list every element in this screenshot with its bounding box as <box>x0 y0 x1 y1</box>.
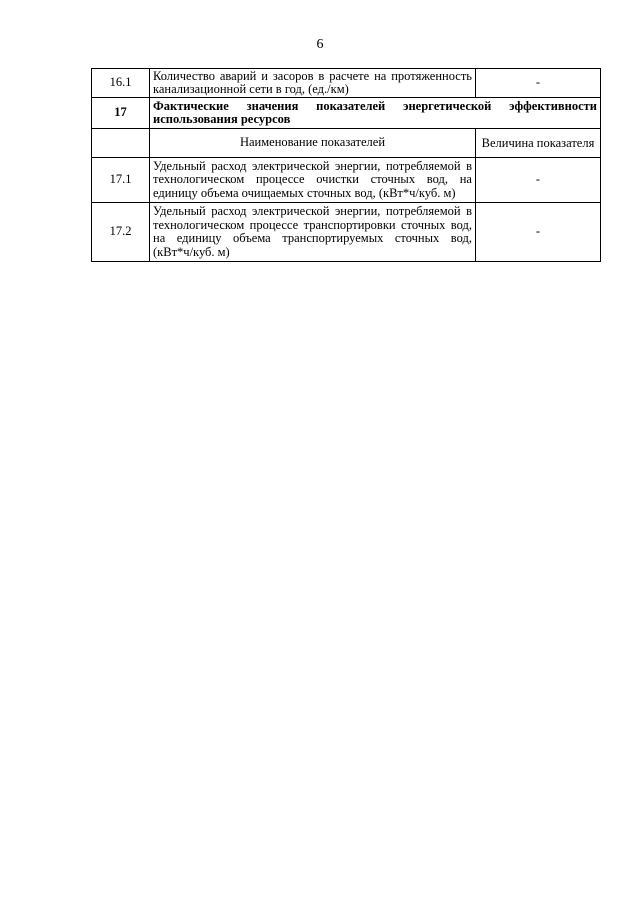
row-number: 17.1 <box>92 158 150 203</box>
header-empty-cell <box>92 129 150 158</box>
header-name-label: Наименование показателей <box>150 129 476 158</box>
indicator-name: Удельный расход электрической энергии, потребляемой в технологическом процессе транспортировки сточных вод, на единицу объема транспортируемых сточных вод, (кВт*ч/куб. м) <box>150 203 476 262</box>
indicator-value: - <box>476 69 601 98</box>
row-number: 16.1 <box>92 69 150 98</box>
section-number: 17 <box>92 98 150 129</box>
section-title: Фактические значения показателей энергетической эффективности использования ресурсов <box>150 98 601 129</box>
indicator-name: Удельный расход электрической энергии, потребляемой в технологическом процессе очистки сточных вод, на единицу объема очищаемых сточных вод, (кВт*ч/куб. м) <box>150 158 476 203</box>
page-number: 6 <box>316 37 324 52</box>
table-row-16-1 <box>92 69 601 98</box>
table-row-17-1 <box>92 158 601 203</box>
indicator-value: - <box>476 203 601 262</box>
indicator-value: - <box>476 158 601 203</box>
table-row-17-2 <box>92 203 601 262</box>
table-header-row <box>92 129 601 158</box>
section-row-17 <box>92 98 601 129</box>
row-number: 17.2 <box>92 203 150 262</box>
indicator-name: Количество аварий и засоров в расчете на протяженность канализационной сети в год, (ед./км) <box>150 69 476 98</box>
indicators-table <box>91 68 601 262</box>
header-value-label: Величина показателя <box>476 129 601 158</box>
